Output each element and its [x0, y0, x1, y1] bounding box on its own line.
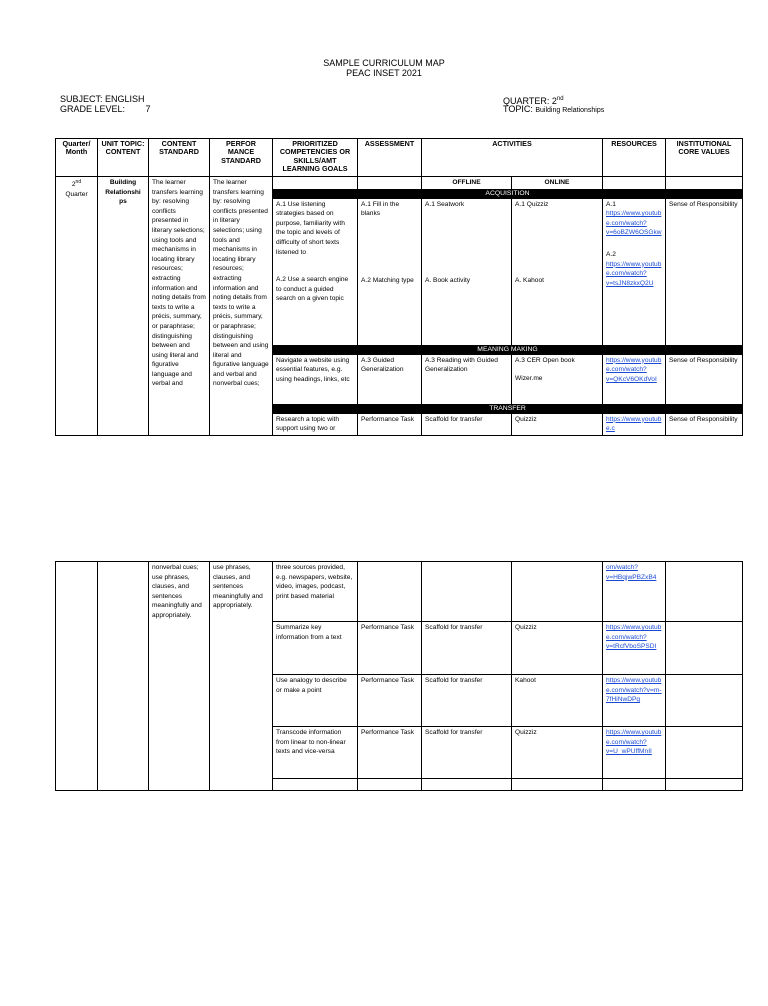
col-activities: ACTIVITIES [422, 139, 603, 177]
acq-online: A.1 Quizziz A. Kahoot [512, 198, 603, 345]
col-unit: UNIT TOPIC: CONTENT [98, 139, 149, 177]
col-quarter: Quarter/ Month [56, 139, 98, 177]
curriculum-table-part2 [55, 561, 743, 791]
transfer-link-part1[interactable]: https://www.youtube.c [606, 415, 662, 433]
table-row: Summarize key information from a text Performance Task Scaffold for transfer Quizziz https://www.youtube.com/watch?v=tRcfVboSPSDI [56, 622, 743, 675]
transcode-link[interactable]: https://www.youtube.com/watch?v=U_wPUffMnII [606, 729, 662, 756]
grade-value: 7 [145, 104, 151, 114]
curriculum-table-part1 [55, 138, 743, 436]
meaning-offline: A.3 Reading with Guided Generalization [422, 354, 512, 404]
band-transfer: TRANSFER [56, 404, 743, 413]
transfer-online: Quizziz [512, 413, 603, 435]
acq-competency: A.1 Use listening strategies based on purpose, familiarity with the topic and levels of difficulty of short texts listened to A.2 Use a search engine to conduct a guided search on a given topic [273, 198, 358, 345]
acq-resources: A.1 https://www.youtube.com/watch?v=6oBZW6OSGkw A.2 https://www.youtube.com/watch?v=tsJN8zkxQ2U [603, 198, 666, 345]
content-standard-cell: The learner transfers learning by: resolving conflicts presented in literary selections; using tools and mechanisms in locating library resources; extracting information and noting details from texts to write a précis, summary, or paraphrase; distinguishing between and using literal and figurative language and verbal and [149, 177, 210, 436]
grade-label: GRADE LEVEL: [60, 104, 126, 114]
content-standard-cont: nonverbal cues; use phrases, clauses, and sentences meaningfully and appropriately. [149, 562, 210, 791]
summarize-link[interactable]: https://www.youtube.com/watch?v=tRcfVboSPSDI [606, 624, 662, 651]
meaning-competency: Navigate a website using essential features, e.g. using headings, links, etc [273, 354, 358, 404]
topic-label: TOPIC: [503, 104, 533, 114]
col-competencies: PRIORITIZED COMPETENCIES OR SKILLS/AMT LEARNING GOALS [273, 139, 358, 177]
col-assessment: ASSESSMENT [358, 139, 422, 177]
meaning-resources [603, 354, 666, 404]
transfer-resources-cont [603, 562, 666, 622]
performance-standard-cont: use phrases, clauses, and sentences meaningfully and appropriately. [210, 562, 273, 791]
quarter-label: QUARTER: 2 [503, 96, 557, 106]
transfer-offline: Scaffold for transfer [422, 413, 512, 435]
document-subtitle: PEAC INSET 2021 [346, 68, 422, 78]
quarter-cell: 2nd Quarter [56, 177, 98, 436]
document-title: SAMPLE CURRICULUM MAP [323, 58, 445, 68]
analogy-link[interactable]: https://www.youtube.com/watch?v=m-7fHiNwDPg [606, 677, 662, 704]
header-row [56, 139, 743, 177]
continuation-row [56, 562, 743, 622]
col-core-values: INSTITUTIONAL CORE VALUES [666, 139, 743, 177]
unit-cell: Building Relationshi ps [98, 177, 149, 436]
transfer-core-value: Sense of Responsibility [666, 413, 743, 435]
quarter-sup: nd [556, 96, 564, 102]
transfer-competency: Research a topic with support using two or [273, 413, 358, 435]
acq-link-1[interactable]: https://www.youtube.com/watch?v=6oBZW6OSGkw [606, 210, 662, 237]
acq-link-2[interactable]: https://www.youtube.com/watch?v=tsJN8zkxQ2U [606, 260, 662, 287]
grade-line [60, 104, 151, 114]
performance-standard-cell: The learner transfers learning by: resolving conflicts presented in literary selections; using tools and mechanisms in locating library resources; extracting information and noting details from texts to write a précis, summary, or paraphrase; distinguishing between and using literal and figurative language and verbal and nonverbal cues; [210, 177, 273, 436]
transfer-link-part2[interactable]: om/watch?v=HBqjwPBZxB4 [606, 564, 657, 581]
subject-line [60, 94, 145, 104]
topic-line [503, 104, 604, 116]
meaning-assessment: A.3 Guided Generalization [358, 354, 422, 404]
transfer-resources [603, 413, 666, 435]
band-acquisition: ACQUISITION [56, 189, 743, 198]
col-content-standard: CONTENT STANDARD [149, 139, 210, 177]
acq-assessment: A.1 Fill in the blanks A.2 Matching type [358, 198, 422, 345]
acq-offline: A.1 Seatwork A. Book activity [422, 198, 512, 345]
transfer-assessment: Performance Task [358, 413, 422, 435]
table-row: Transcode information from linear to non-linear texts and vice-versa Performance Task Scaffold for transfer Quizziz https://www.youtube.com/watch?v=U_wPUffMnII [56, 727, 743, 779]
online-header: ONLINE [512, 177, 603, 190]
table-row: Use analogy to describe or make a point Performance Task Scaffold for transfer Kahoot https://www.youtube.com/watch?v=m-7fHiNwDPg [56, 675, 743, 727]
col-performance-standard: PERFOR MANCE STANDARD [210, 139, 273, 177]
subject-label: SUBJECT: ENGLISH [60, 94, 145, 104]
band-meaning-making: MEANING MAKING [56, 345, 743, 354]
subheader-row [56, 177, 743, 190]
transfer-competency-cont: three sources provided, e.g. newspapers, website, video, images, podcast, print based material [273, 562, 358, 622]
topic-value: Building Relationships [535, 107, 605, 114]
col-resources: RESOURCES [603, 139, 666, 177]
meaning-link[interactable]: https://www.youtube.com/watch?v=QKcV6OKdVoI [606, 356, 662, 383]
acq-core-value: Sense of Responsibility [666, 198, 743, 345]
offline-header: OFFLINE [422, 177, 512, 190]
meaning-online: A.3 CER Open book Wizer.me [512, 354, 603, 404]
meaning-core-value: Sense of Responsibility [666, 354, 743, 404]
